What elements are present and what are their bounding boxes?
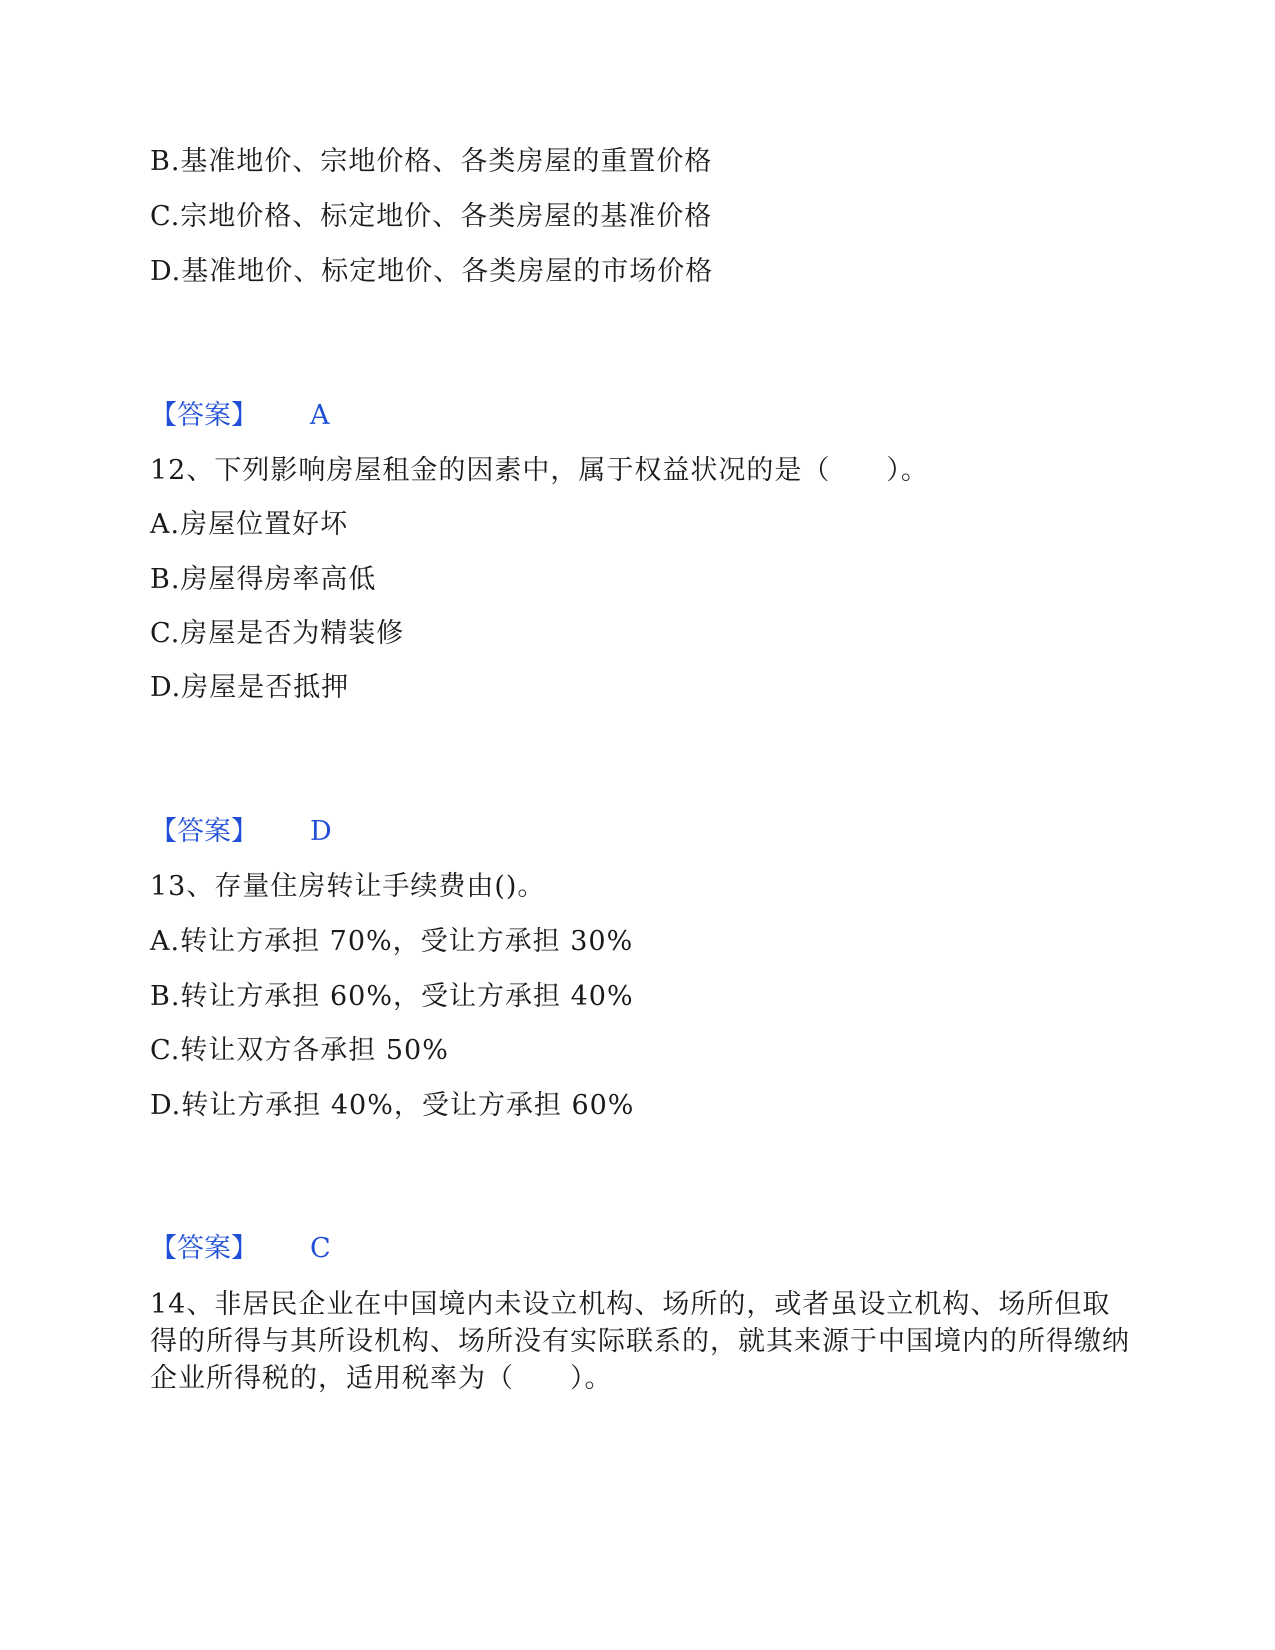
q13-option-c: C.转让双方各承担 50% xyxy=(150,1035,449,1066)
q13-answer xyxy=(150,1233,331,1265)
q11-option-b: B.基准地价、宗地价格、各类房屋的重置价格 xyxy=(150,146,713,177)
q11-option-d: D.基准地价、标定地价、各类房屋的市场价格 xyxy=(150,256,714,287)
q13-option-b: B.转让方承担 60%，受让方承担 40% xyxy=(150,981,634,1012)
q12-question: 12、下列影响房屋租金的因素中，属于权益状况的是（ ）。 xyxy=(150,455,929,486)
answer-label: 【答案】 xyxy=(150,1233,258,1264)
q12-option-d: D.房屋是否抵押 xyxy=(150,672,350,703)
q14-question: 14、非居民企业在中国境内未设立机构、场所的，或者虽设立机构、场所但取得的所得与其所设机构、场所没有实际联系的，就其来源于中国境内的所得缴纳企业所得税的，适用税率为（ ）。 xyxy=(150,1289,1130,1394)
answer-label: 【答案】 xyxy=(150,816,258,847)
q12-option-c: C.房屋是否为精装修 xyxy=(150,618,405,649)
answer-label: 【答案】 xyxy=(150,400,258,431)
q12-option-b: B.房屋得房率高低 xyxy=(150,564,377,595)
q11-answer xyxy=(150,400,330,432)
q12-answer xyxy=(150,816,332,848)
q11-option-c: C.宗地价格、标定地价、各类房屋的基准价格 xyxy=(150,201,713,232)
q13-question: 13、存量住房转让手续费由()。 xyxy=(150,871,546,902)
answer-value: A xyxy=(310,400,330,431)
q13-option-d: D.转让方承担 40%，受让方承担 60% xyxy=(150,1090,635,1121)
q12-option-a: A.房屋位置好坏 xyxy=(150,509,349,540)
answer-value: C xyxy=(310,1233,331,1264)
q13-option-a: A.转让方承担 70%，受让方承担 30% xyxy=(150,926,634,957)
answer-value: D xyxy=(310,816,332,847)
